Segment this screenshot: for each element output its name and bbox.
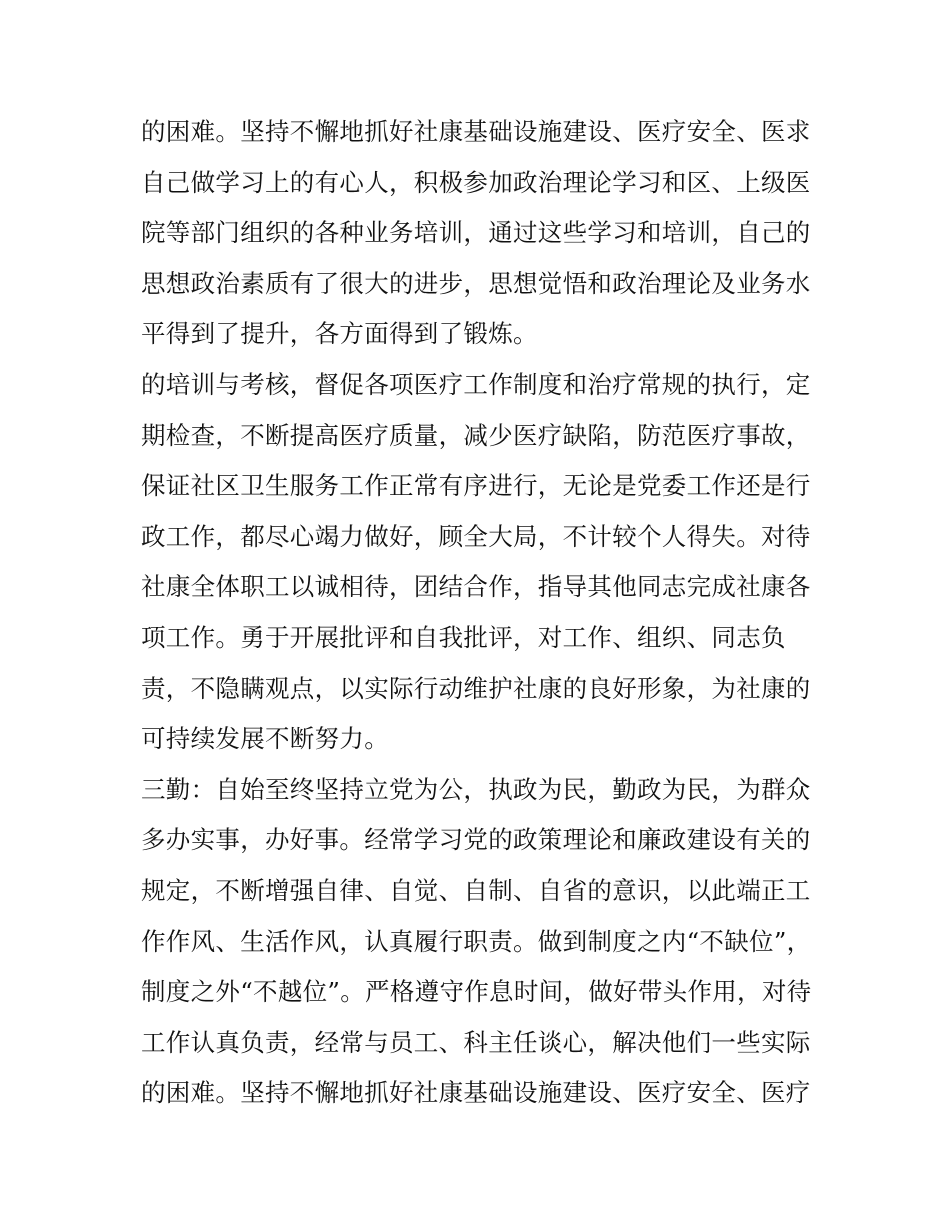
text-line: 工作认真负责，经常与员工、科主任谈心，解决他们一些实际 bbox=[141, 1027, 811, 1057]
text-line: 的困难。坚持不懈地抓好社康基础设施建设、医疗安全、医疗 bbox=[141, 1078, 811, 1108]
text-line: 责，不隐瞒观点，以实际行动维护社康的良好形象，为社康的 bbox=[141, 673, 811, 703]
body-text bbox=[141, 107, 821, 1119]
text-line: 制度之外“不越位”。严格遵守作息时间，做好带头作用，对待 bbox=[141, 977, 812, 1007]
text-line: 思想政治素质有了很大的进步，思想觉悟和政治理论及业务水 bbox=[141, 268, 811, 298]
text-line: 多办实事，办好事。经常学习党的政策理论和廉政建设有关的 bbox=[141, 825, 811, 855]
text-line: 平得到了提升，各方面得到了锻炼。 bbox=[141, 319, 538, 349]
text-line: 院等部门组织的各种业务培训，通过这些学习和培训，自己的 bbox=[141, 218, 811, 248]
text-line: 三勤：自始至终坚持立党为公，执政为民，勤政为民，为群众 bbox=[141, 774, 811, 804]
text-line: 社康全体职工以诚相待，团结合作，指导其他同志完成社康各 bbox=[141, 572, 811, 602]
text-line: 可持续发展不断努力。 bbox=[141, 724, 389, 754]
text-line: 作作风、生活作风，认真履行职责。做到制度之内“不缺位”， bbox=[141, 926, 812, 956]
text-line: 项工作。勇于开展批评和自我批评，对工作、组织、同志负 bbox=[141, 622, 786, 652]
text-line: 期检查，不断提高医疗质量，减少医疗缺陷，防范医疗事故， bbox=[141, 420, 811, 450]
text-line: 规定，不断增强自律、自觉、自制、自省的意识，以此端正工 bbox=[141, 875, 811, 905]
text-line: 自己做学习上的有心人，积极参加政治理论学习和区、上级医 bbox=[141, 167, 811, 197]
text-line: 的培训与考核，督促各项医疗工作制度和治疗常规的执行，定 bbox=[141, 369, 811, 399]
text-line: 保证社区卫生服务工作正常有序进行，无论是党委工作还是行 bbox=[141, 471, 811, 501]
text-line: 的困难。坚持不懈地抓好社康基础设施建设、医疗安全、医求 bbox=[141, 117, 811, 146]
text-line: 政工作，都尽心竭力做好，顾全大局，不计较个人得失。对待 bbox=[141, 521, 811, 551]
